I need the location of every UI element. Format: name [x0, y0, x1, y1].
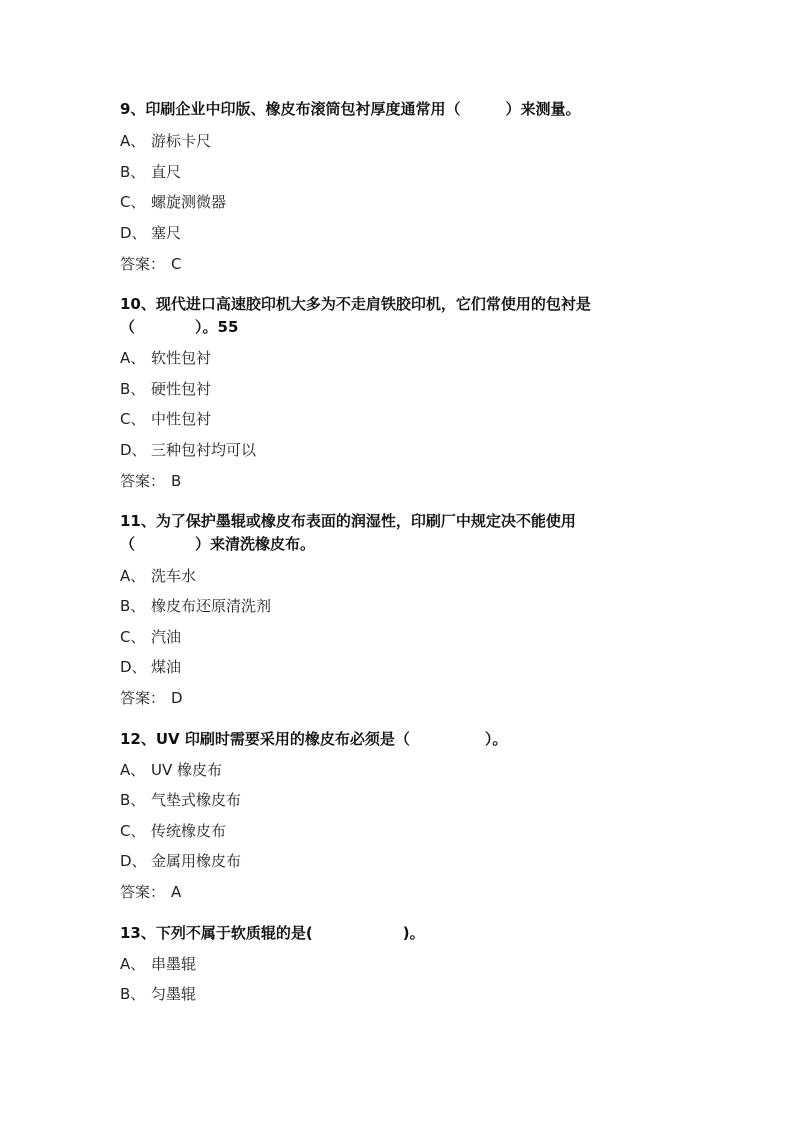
question-10-option-d [120, 440, 256, 460]
answer-label: 答案： [120, 472, 166, 490]
option-letter: C、 [120, 822, 146, 840]
question-12-answer [120, 882, 181, 902]
option-text: 直尺 [151, 163, 182, 181]
option-letter: A、 [120, 349, 146, 367]
option-text: 匀墨辊 [151, 985, 197, 1003]
option-letter: B、 [120, 791, 146, 809]
question-10-option-c [120, 409, 211, 429]
option-text: 汽油 [151, 628, 182, 646]
question-13-stem: 13、下列不属于软质辊的是( )。 [120, 924, 425, 942]
question-13-option-a [120, 954, 196, 974]
option-text: 塞尺 [151, 224, 182, 242]
question-11-option-b [120, 596, 271, 616]
question-12-option-d [120, 851, 241, 871]
answer-value: A [171, 883, 182, 901]
question-12-option-a [120, 760, 222, 780]
option-text: 金属用橡皮布 [151, 852, 242, 870]
question-12-option-b [120, 790, 241, 810]
option-text: 橡皮布还原清洗剂 [151, 597, 272, 615]
question-9-option-a [120, 131, 211, 151]
option-text: 煤油 [151, 658, 182, 676]
answer-label: 答案： [120, 883, 166, 901]
option-text: 软性包衬 [151, 349, 212, 367]
question-10-option-a [120, 348, 211, 368]
answer-value: B [171, 472, 182, 490]
question-9-option-b [120, 162, 181, 182]
question-10-option-b [120, 379, 211, 399]
option-text: 游标卡尺 [151, 132, 212, 150]
question-11-option-d [120, 657, 181, 677]
answer-label: 答案： [120, 689, 166, 707]
question-10-answer [120, 471, 181, 491]
option-text: 中性包衬 [151, 410, 212, 428]
question-11-option-c [120, 627, 181, 647]
answer-label: 答案： [120, 255, 166, 273]
option-letter: B、 [120, 380, 146, 398]
option-text: 螺旋测微器 [151, 193, 227, 211]
option-letter: D、 [120, 658, 147, 676]
option-letter: C、 [120, 410, 146, 428]
answer-value: D [171, 689, 183, 707]
option-text: UV 橡皮布 [151, 761, 223, 779]
question-9-option-d [120, 223, 181, 243]
question-12-stem: 12、UV 印刷时需要采用的橡皮布必须是（ ）。 [120, 730, 508, 748]
option-text: 硬性包衬 [151, 380, 212, 398]
question-13-option-b [120, 984, 196, 1004]
question-11-answer [120, 688, 183, 708]
option-letter: C、 [120, 628, 146, 646]
option-text: 三种包衬均可以 [151, 441, 257, 459]
question-10-stem: 10、现代进口高速胶印机大多为不走肩铁胶印机，它们常使用的包衬是（ ）。55 [120, 295, 591, 336]
question-9-option-c [120, 192, 226, 212]
option-text: 传统橡皮布 [151, 822, 227, 840]
question-12-option-c [120, 821, 226, 841]
option-text: 气垫式橡皮布 [151, 791, 242, 809]
option-letter: C、 [120, 193, 146, 211]
option-text: 串墨辊 [151, 955, 197, 973]
option-letter: A、 [120, 132, 146, 150]
option-letter: B、 [120, 597, 146, 615]
answer-value: C [171, 255, 182, 273]
question-11-option-a [120, 566, 196, 586]
option-text: 洗车水 [151, 567, 197, 585]
question-11-stem: 11、为了保护墨辊或橡皮布表面的润湿性，印刷厂中规定决不能使用（ ）来清洗橡皮布。 [120, 512, 576, 553]
question-9-answer [120, 254, 182, 274]
option-letter: D、 [120, 852, 147, 870]
option-letter: D、 [120, 224, 147, 242]
option-letter: B、 [120, 163, 146, 181]
option-letter: D、 [120, 441, 147, 459]
option-letter: A、 [120, 567, 146, 585]
option-letter: A、 [120, 955, 146, 973]
option-letter: A、 [120, 761, 146, 779]
question-9-stem: 9、印刷企业中印版、橡皮布滚筒包衬厚度通常用（ ）来测量。 [120, 100, 581, 118]
option-letter: B、 [120, 985, 146, 1003]
